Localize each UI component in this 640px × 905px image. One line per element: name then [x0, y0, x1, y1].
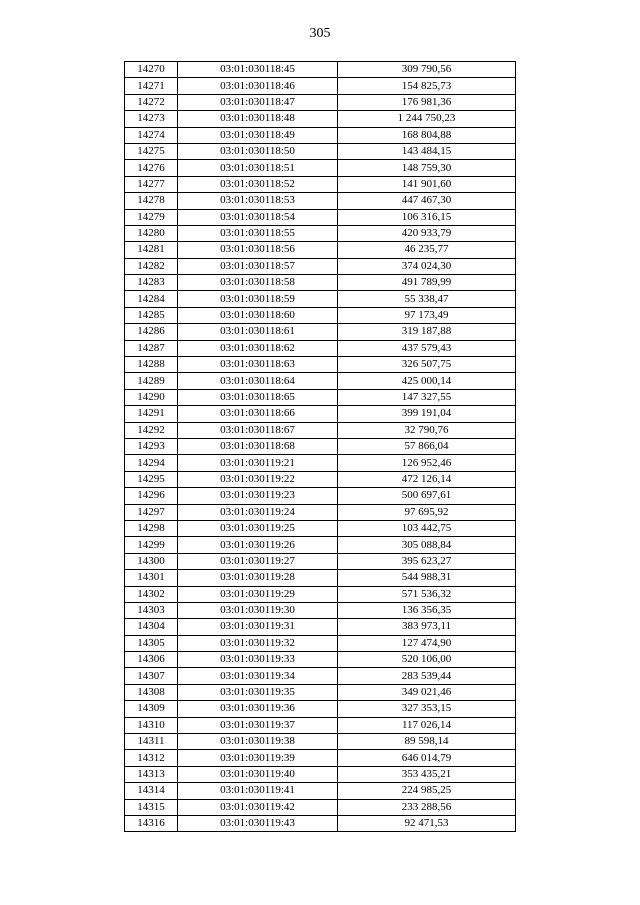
value-cell: 399 191,04 — [338, 406, 516, 422]
row-number-cell: 14303 — [125, 602, 178, 618]
value-cell: 447 467,30 — [338, 193, 516, 209]
row-number-cell: 14299 — [125, 537, 178, 553]
table-row — [125, 94, 516, 110]
table-row — [125, 488, 516, 504]
value-cell: 571 536,32 — [338, 586, 516, 602]
cadastral-number-cell: 03:01:030119:35 — [178, 684, 338, 700]
row-number-cell: 14282 — [125, 258, 178, 274]
row-number-cell: 14315 — [125, 799, 178, 815]
cadastral-number-cell: 03:01:030119:28 — [178, 570, 338, 586]
cadastral-number-cell: 03:01:030118:48 — [178, 111, 338, 127]
value-cell: 92 471,53 — [338, 815, 516, 831]
cadastral-number-cell: 03:01:030118:63 — [178, 357, 338, 373]
row-number-cell: 14283 — [125, 275, 178, 291]
value-cell: 176 981,36 — [338, 94, 516, 110]
row-number-cell: 14278 — [125, 193, 178, 209]
table-row — [125, 553, 516, 569]
table-row — [125, 422, 516, 438]
value-cell: 127 474,90 — [338, 635, 516, 651]
value-cell: 395 623,27 — [338, 553, 516, 569]
table-row — [125, 307, 516, 323]
value-cell: 420 933,79 — [338, 225, 516, 241]
table-row — [125, 717, 516, 733]
table-row — [125, 766, 516, 782]
row-number-cell: 14272 — [125, 94, 178, 110]
cadastral-number-cell: 03:01:030119:24 — [178, 504, 338, 520]
value-cell: 425 000,14 — [338, 373, 516, 389]
table-row — [125, 78, 516, 94]
row-number-cell: 14286 — [125, 324, 178, 340]
row-number-cell: 14287 — [125, 340, 178, 356]
row-number-cell: 14296 — [125, 488, 178, 504]
table-row — [125, 225, 516, 241]
value-cell: 224 985,25 — [338, 783, 516, 799]
cadastral-number-cell: 03:01:030119:30 — [178, 602, 338, 618]
value-cell: 374 024,30 — [338, 258, 516, 274]
table-row — [125, 62, 516, 78]
row-number-cell: 14279 — [125, 209, 178, 225]
cadastral-number-cell: 03:01:030118:62 — [178, 340, 338, 356]
value-cell: 57 866,04 — [338, 438, 516, 454]
cadastral-number-cell: 03:01:030118:55 — [178, 225, 338, 241]
table-row — [125, 291, 516, 307]
row-number-cell: 14292 — [125, 422, 178, 438]
table-row — [125, 275, 516, 291]
table-row — [125, 701, 516, 717]
value-cell: 106 316,15 — [338, 209, 516, 225]
table-row — [125, 652, 516, 668]
cadastral-number-cell: 03:01:030118:56 — [178, 242, 338, 258]
table-row — [125, 111, 516, 127]
row-number-cell: 14277 — [125, 176, 178, 192]
cadastral-value-table — [124, 61, 516, 832]
row-number-cell: 14275 — [125, 143, 178, 159]
page-number: 305 — [309, 26, 331, 41]
row-number-cell: 14285 — [125, 307, 178, 323]
table-row — [125, 684, 516, 700]
value-cell: 233 288,56 — [338, 799, 516, 815]
value-cell: 319 187,88 — [338, 324, 516, 340]
value-cell: 1 244 750,23 — [338, 111, 516, 127]
cadastral-number-cell: 03:01:030118:61 — [178, 324, 338, 340]
table-row — [125, 586, 516, 602]
cadastral-number-cell: 03:01:030119:23 — [178, 488, 338, 504]
cadastral-number-cell: 03:01:030118:68 — [178, 438, 338, 454]
table-row — [125, 193, 516, 209]
cadastral-number-cell: 03:01:030119:36 — [178, 701, 338, 717]
value-cell: 491 789,99 — [338, 275, 516, 291]
value-cell: 646 014,79 — [338, 750, 516, 766]
row-number-cell: 14293 — [125, 438, 178, 454]
value-cell: 520 106,00 — [338, 652, 516, 668]
cadastral-number-cell: 03:01:030118:57 — [178, 258, 338, 274]
row-number-cell: 14311 — [125, 734, 178, 750]
row-number-cell: 14271 — [125, 78, 178, 94]
row-number-cell: 14294 — [125, 455, 178, 471]
cadastral-number-cell: 03:01:030119:41 — [178, 783, 338, 799]
cadastral-number-cell: 03:01:030119:31 — [178, 619, 338, 635]
row-number-cell: 14306 — [125, 652, 178, 668]
cadastral-number-cell: 03:01:030118:51 — [178, 160, 338, 176]
cadastral-number-cell: 03:01:030118:65 — [178, 389, 338, 405]
value-cell: 141 901,60 — [338, 176, 516, 192]
table-row — [125, 570, 516, 586]
value-cell: 154 825,73 — [338, 78, 516, 94]
row-number-cell: 14305 — [125, 635, 178, 651]
cadastral-number-cell: 03:01:030119:40 — [178, 766, 338, 782]
table-row — [125, 668, 516, 684]
row-number-cell: 14302 — [125, 586, 178, 602]
table-row — [125, 504, 516, 520]
value-cell: 544 988,31 — [338, 570, 516, 586]
row-number-cell: 14316 — [125, 815, 178, 831]
table-row — [125, 734, 516, 750]
row-number-cell: 14295 — [125, 471, 178, 487]
table-row — [125, 799, 516, 815]
cadastral-number-cell: 03:01:030118:66 — [178, 406, 338, 422]
value-cell: 147 327,55 — [338, 389, 516, 405]
value-cell: 89 598,14 — [338, 734, 516, 750]
cadastral-number-cell: 03:01:030119:27 — [178, 553, 338, 569]
cadastral-number-cell: 03:01:030119:37 — [178, 717, 338, 733]
row-number-cell: 14309 — [125, 701, 178, 717]
value-cell: 353 435,21 — [338, 766, 516, 782]
cadastral-number-cell: 03:01:030118:49 — [178, 127, 338, 143]
table-row — [125, 209, 516, 225]
row-number-cell: 14290 — [125, 389, 178, 405]
cadastral-number-cell: 03:01:030119:43 — [178, 815, 338, 831]
row-number-cell: 14276 — [125, 160, 178, 176]
cadastral-number-cell: 03:01:030118:64 — [178, 373, 338, 389]
cadastral-number-cell: 03:01:030119:39 — [178, 750, 338, 766]
row-number-cell: 14281 — [125, 242, 178, 258]
table-row — [125, 537, 516, 553]
value-cell: 55 338,47 — [338, 291, 516, 307]
value-cell: 148 759,30 — [338, 160, 516, 176]
value-cell: 143 484,15 — [338, 143, 516, 159]
cadastral-number-cell: 03:01:030118:54 — [178, 209, 338, 225]
row-number-cell: 14304 — [125, 619, 178, 635]
row-number-cell: 14273 — [125, 111, 178, 127]
cadastral-number-cell: 03:01:030118:59 — [178, 291, 338, 307]
table-row — [125, 471, 516, 487]
table-row — [125, 815, 516, 831]
cadastral-number-cell: 03:01:030118:58 — [178, 275, 338, 291]
cadastral-number-cell: 03:01:030119:29 — [178, 586, 338, 602]
table-row — [125, 635, 516, 651]
cadastral-number-cell: 03:01:030118:67 — [178, 422, 338, 438]
row-number-cell: 14280 — [125, 225, 178, 241]
row-number-cell: 14313 — [125, 766, 178, 782]
value-cell: 103 442,75 — [338, 520, 516, 536]
row-number-cell: 14291 — [125, 406, 178, 422]
table-row — [125, 389, 516, 405]
row-number-cell: 14270 — [125, 62, 178, 78]
cadastral-number-cell: 03:01:030119:25 — [178, 520, 338, 536]
cadastral-number-cell: 03:01:030119:32 — [178, 635, 338, 651]
cadastral-number-cell: 03:01:030119:22 — [178, 471, 338, 487]
table-row — [125, 455, 516, 471]
table-row — [125, 160, 516, 176]
table-row — [125, 258, 516, 274]
table-row — [125, 783, 516, 799]
row-number-cell: 14288 — [125, 357, 178, 373]
cadastral-number-cell: 03:01:030118:52 — [178, 176, 338, 192]
cadastral-number-cell: 03:01:030119:34 — [178, 668, 338, 684]
value-cell: 500 697,61 — [338, 488, 516, 504]
row-number-cell: 14310 — [125, 717, 178, 733]
cadastral-number-cell: 03:01:030118:46 — [178, 78, 338, 94]
row-number-cell: 14274 — [125, 127, 178, 143]
table-row — [125, 127, 516, 143]
value-cell: 126 952,46 — [338, 455, 516, 471]
value-cell: 46 235,77 — [338, 242, 516, 258]
row-number-cell: 14307 — [125, 668, 178, 684]
cadastral-number-cell: 03:01:030119:21 — [178, 455, 338, 471]
table-row — [125, 520, 516, 536]
row-number-cell: 14301 — [125, 570, 178, 586]
table-row — [125, 406, 516, 422]
table-row — [125, 438, 516, 454]
table-row — [125, 373, 516, 389]
cadastral-number-cell: 03:01:030119:42 — [178, 799, 338, 815]
table-body — [125, 62, 516, 832]
table-row — [125, 340, 516, 356]
value-cell: 383 973,11 — [338, 619, 516, 635]
cadastral-number-cell: 03:01:030118:47 — [178, 94, 338, 110]
value-cell: 168 804,88 — [338, 127, 516, 143]
table-row — [125, 750, 516, 766]
table-row — [125, 143, 516, 159]
table-row — [125, 602, 516, 618]
table-row — [125, 619, 516, 635]
value-cell: 32 790,76 — [338, 422, 516, 438]
table-row — [125, 324, 516, 340]
value-cell: 97 173,49 — [338, 307, 516, 323]
value-cell: 437 579,43 — [338, 340, 516, 356]
row-number-cell: 14308 — [125, 684, 178, 700]
row-number-cell: 14297 — [125, 504, 178, 520]
value-cell: 136 356,35 — [338, 602, 516, 618]
table-row — [125, 242, 516, 258]
table-row — [125, 357, 516, 373]
row-number-cell: 14312 — [125, 750, 178, 766]
cadastral-number-cell: 03:01:030118:50 — [178, 143, 338, 159]
table-row — [125, 176, 516, 192]
value-cell: 305 088,84 — [338, 537, 516, 553]
cadastral-number-cell: 03:01:030118:53 — [178, 193, 338, 209]
value-cell: 472 126,14 — [338, 471, 516, 487]
row-number-cell: 14300 — [125, 553, 178, 569]
cadastral-number-cell: 03:01:030119:33 — [178, 652, 338, 668]
cadastral-number-cell: 03:01:030118:60 — [178, 307, 338, 323]
value-cell: 349 021,46 — [338, 684, 516, 700]
value-cell: 97 695,92 — [338, 504, 516, 520]
value-cell: 326 507,75 — [338, 357, 516, 373]
row-number-cell: 14289 — [125, 373, 178, 389]
value-cell: 309 790,56 — [338, 62, 516, 78]
cadastral-number-cell: 03:01:030119:38 — [178, 734, 338, 750]
row-number-cell: 14314 — [125, 783, 178, 799]
value-cell: 283 539,44 — [338, 668, 516, 684]
cadastral-number-cell: 03:01:030118:45 — [178, 62, 338, 78]
row-number-cell: 14298 — [125, 520, 178, 536]
value-cell: 117 026,14 — [338, 717, 516, 733]
value-cell: 327 353,15 — [338, 701, 516, 717]
cadastral-number-cell: 03:01:030119:26 — [178, 537, 338, 553]
row-number-cell: 14284 — [125, 291, 178, 307]
